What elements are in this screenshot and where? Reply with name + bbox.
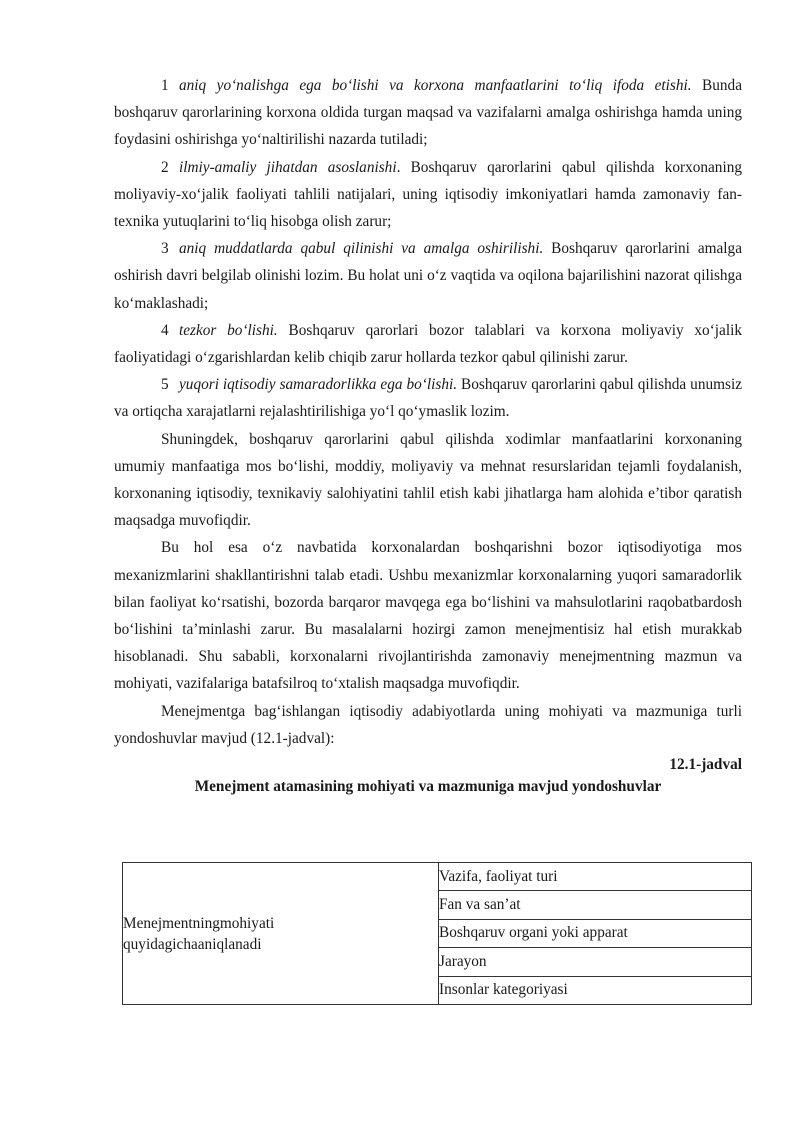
list-item-5: [114, 371, 742, 425]
body-paragraph: Shuningdek, boshqaruv qarorlarini qabul qilishda xodimlar manfaatlarini korxonaning umumiy manfaatiga mos bo‘lishi, moddiy, moliyaviy va mehnat resurslaridan tejamli foydalanish, korxonaning iqtisodiy, texnikaviy salohiyatini tahlil etish kabi jihatlarga ham alohida e’tibor qaratish maqsadga muvofiqdir.: [114, 430, 742, 530]
table-label: 12.1-jadval: [669, 756, 742, 774]
list-item-3: [114, 235, 742, 317]
item-text: Boshqaruv qarorlarini amalga oshirish davri belgilab olinishi lozim. Bu holat uni o‘z vaqtida va oqilona bajarilishini nazorat qilishga ko‘maklashadi;: [114, 240, 742, 312]
item-number: 4: [161, 321, 169, 339]
item-text: Boshqaruv qarorlarini qabul qilishda unumsiz va ortiqcha xarajatlarni rejalashtirilishiga yo‘l qo‘ymaslik lozim.: [114, 376, 743, 421]
left-cell-line: quyidagichaaniqlanadi: [123, 935, 262, 953]
table-cell: Fan va san’at: [439, 891, 752, 919]
table-cell: Insonlar kategoriyasi: [439, 976, 752, 1004]
item-number: 1: [161, 77, 169, 94]
list-item-4: [114, 317, 742, 371]
item-title: yuqori iqtisodiy samaradorlikka ega bo‘lishi.: [179, 376, 458, 394]
table-row: [123, 863, 752, 891]
item-title: aniq muddatlarda qabul qilinishi va amalga oshirilishi.: [179, 240, 544, 258]
table-cell: Boshqaruv organi yoki apparat: [439, 919, 752, 947]
table-left-cell: [123, 863, 439, 1005]
item-number: 2: [161, 158, 169, 176]
body-paragraph: Menejmentga bag‘ishlangan iqtisodiy adabiyotlarda uning mohiyati va mazmuniga turli yondoshuvlar mavjud (12.1-jadval):: [114, 702, 742, 747]
item-number: 5: [161, 376, 169, 394]
item-text: Boshqaruv qarorlari bozor talablari va korxona moliyaviy xo‘jalik faoliyatidagi o‘zgarishlardan kelib chiqib zarur hollarda tezkor qabul qilinishi zarur.: [114, 321, 742, 367]
table-cell: Vazifa, faoliyat turi: [439, 863, 752, 891]
body-paragraph: Bu hol esa o‘z navbatida korxonalardan boshqarishni bozor iqtisodiyotiga mos mexanizmlarini shakllantirishni talab etadi. Ushbu mexanizmlar korxonalarning yuqori samaradorlik bilan faoliyat ko‘rsatishi, bozorda barqaror mavqega ega bo‘lishini va mahsulotlarini raqobatbardosh bo‘lishini ta’minlashi zarur. Bu masalalarni hozirgi zamon menejmentisiz hal etish murakkab hisoblanadi. Shu sababli, korxonalarni rivojlantirishda zamonaviy menejmentning mazmun va mohiyati, vazifalariga batafsilroq to‘xtalish maqsadga muvofiqdir.: [114, 539, 742, 693]
table-caption: Menejment atamasining mohiyati va mazmuniga mavjud yondoshuvlar: [194, 778, 662, 796]
document-page: [114, 72, 742, 798]
item-title: ilmiy-amaliy jihatdan asoslanishi: [179, 158, 397, 176]
table-cell: Jarayon: [439, 948, 752, 976]
item-title: tezkor bo‘lishi.: [179, 321, 278, 339]
approaches-table: [122, 862, 752, 1005]
list-item-2: [114, 154, 742, 236]
item-text: Bunda boshqaruv qarorlarining korxona oldida turgan maqsad va vazifalarni amalga oshirishga hamda uning foydasini oshirishga yo‘naltirilishi nazarda tutiladi;: [114, 77, 742, 149]
item-number: 3: [161, 240, 169, 258]
item-title: aniq yo‘nalishga ega bo‘lishi va korxona manfaatlarini to‘liq ifoda etishi.: [179, 77, 692, 94]
left-cell-line: Menejmentningmohiyati: [123, 914, 275, 932]
list-item-1: [114, 72, 742, 154]
item-text: . Boshqaruv qarorlarini qabul qilishda korxonaning moliyaviy-xo‘jalik faoliyati tahlili natijalari, uning iqtisodiy imkoniyatlari hamda zamonaviy fan-texnika yutuqlarini to‘liq hisobga olish zarur;: [114, 158, 743, 231]
